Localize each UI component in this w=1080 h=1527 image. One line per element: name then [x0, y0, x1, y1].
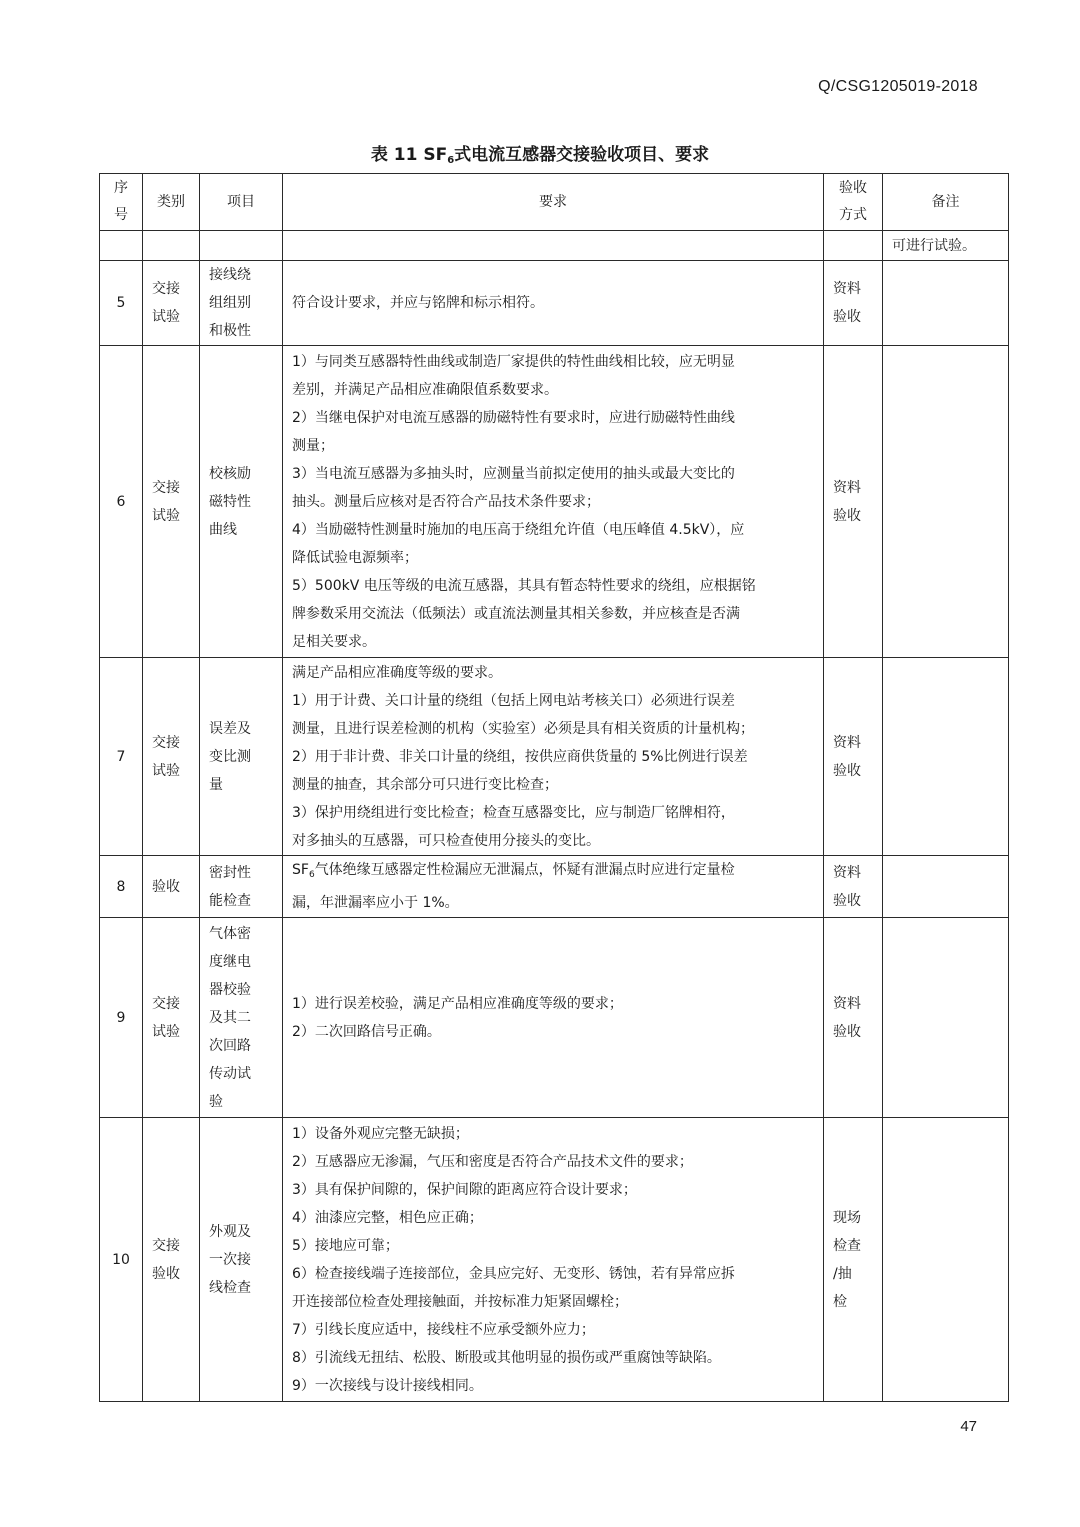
table-row	[100, 1118, 1009, 1402]
row-category: 交接 验收	[143, 1118, 200, 1402]
row-item: 误差及 变比测 量	[200, 658, 283, 856]
row-category: 交接 试验	[143, 658, 200, 856]
table-title	[0, 140, 1080, 166]
page-number: 47	[960, 1418, 977, 1435]
row-item: 校核励 磁特性 曲线	[200, 346, 283, 658]
table-row	[100, 261, 1009, 346]
requirement-line: 5）接地应可靠；	[292, 1237, 399, 1254]
row-note	[883, 918, 1009, 1118]
row-requirement	[283, 1118, 824, 1402]
row-category	[143, 231, 200, 261]
requirement-sf6-prefix: SF	[292, 862, 309, 878]
header-method: 验收 方式	[824, 174, 883, 231]
requirement-line: 8）引流线无扭结、松股、断股或其他明显的损伤或严重腐蚀等缺陷。	[292, 1349, 721, 1366]
row-item: 外观及 一次接 线检查	[200, 1118, 283, 1402]
requirement-line: 5）500kV 电压等级的电流互感器，其具有暂态特性要求的绕组，应根据铭	[292, 577, 756, 594]
row-method: 资料 验收	[824, 856, 883, 918]
requirement-line: 降低试验电源频率；	[292, 549, 418, 566]
requirement-line: 测量；	[292, 437, 334, 454]
requirement-line: 满足产品相应准确度等级的要求。	[292, 664, 502, 681]
row-note	[883, 261, 1009, 346]
requirement-line: 2）互感器应无渗漏，气压和密度是否符合产品技术文件的要求；	[292, 1153, 693, 1170]
requirement-line: 3）当电流互感器为多抽头时，应测量当前拟定使用的抽头或最大变比的	[292, 465, 735, 482]
requirement-line: 1）进行误差校验，满足产品相应准确度等级的要求；	[292, 995, 623, 1012]
row-method: 资料 验收	[824, 261, 883, 346]
requirement-line: 开连接部位检查处理接触面，并按标准力矩紧固螺栓；	[292, 1293, 628, 1310]
row-requirement	[283, 918, 824, 1118]
row-note	[883, 1118, 1009, 1402]
row-number: 9	[100, 918, 143, 1118]
row-requirement	[283, 658, 824, 856]
requirement-sf6-subscript: 6	[308, 870, 315, 880]
requirement-line: 2）用于非计费、非关口计量的绕组，按供应商供货量的 5%比例进行误差	[292, 748, 748, 765]
header-item: 项目	[200, 174, 283, 231]
table-row	[100, 346, 1009, 658]
table-row	[100, 231, 1009, 261]
row-note	[883, 346, 1009, 658]
row-requirement	[283, 231, 824, 261]
row-number: 5	[100, 261, 143, 346]
table-row	[100, 658, 1009, 856]
table-title-subscript: 6	[447, 155, 455, 166]
requirement-line: 符合设计要求，并应与铭牌和标示相符。	[292, 295, 544, 311]
table-title-suffix: 式电流互感器交接验收项目、要求	[454, 145, 710, 165]
row-requirement	[283, 261, 824, 346]
requirement-line: 6）检查接线端子连接部位，金具应完好、无变形、锈蚀，若有异常应拆	[292, 1265, 735, 1282]
requirement-line: 漏，年泄漏率应小于 1%。	[292, 895, 459, 911]
row-number	[100, 231, 143, 261]
row-method: 现场 检查 /抽 检	[824, 1118, 883, 1402]
acceptance-table	[99, 173, 1009, 1402]
row-item: 接线绕 组组别 和极性	[200, 261, 283, 346]
header-note: 备注	[883, 174, 1009, 231]
requirement-line: 测量，且进行误差检测的机构（实验室）必须是具有相关资质的计量机构；	[292, 720, 754, 737]
row-note	[883, 658, 1009, 856]
requirement-line: 足相关要求。	[292, 633, 376, 650]
row-requirement	[283, 346, 824, 658]
requirement-line: 1）用于计费、关口计量的绕组（包括上网电站考核关口）必须进行误差	[292, 692, 735, 709]
document-code: Q/CSG1205019-2018	[818, 78, 978, 95]
row-category: 交接 试验	[143, 261, 200, 346]
requirement-line: 差别，并满足产品相应准确限值系数要求。	[292, 381, 558, 398]
row-method: 资料 验收	[824, 658, 883, 856]
requirement-line: 7）引线长度应适中，接线柱不应承受额外应力；	[292, 1321, 595, 1338]
requirement-line: 对多抽头的互感器，可只检查使用分接头的变比。	[292, 832, 600, 849]
row-item: 密封性 能检查	[200, 856, 283, 918]
requirement-line: 3）保护用绕组进行变比检查；检查互感器变比，应与制造厂铭牌相符，	[292, 804, 735, 821]
row-category: 交接 试验	[143, 346, 200, 658]
requirement-line: 1）设备外观应完整无缺损；	[292, 1125, 469, 1142]
header-no: 序 号	[100, 174, 143, 231]
row-note: 可进行试验。	[883, 231, 1009, 261]
requirement-line: 牌参数采用交流法（低频法）或直流法测量其相关参数，并应核查是否满	[292, 605, 740, 622]
row-category: 验收	[143, 856, 200, 918]
requirement-line: 4）油漆应完整，相色应正确；	[292, 1209, 483, 1226]
row-item: 气体密 度继电 器校验 及其二 次回路 传动试 验	[200, 918, 283, 1118]
requirement-line: 抽头。测量后应核对是否符合产品技术条件要求；	[292, 493, 600, 510]
row-method: 资料 验收	[824, 346, 883, 658]
requirement-line	[292, 856, 814, 889]
row-number: 10	[100, 1118, 143, 1402]
table-row	[100, 918, 1009, 1118]
header-category: 类别	[143, 174, 200, 231]
row-number: 6	[100, 346, 143, 658]
row-method: 资料 验收	[824, 918, 883, 1118]
row-note	[883, 856, 1009, 918]
requirement-line: 测量的抽查，其余部分可只进行变比检查；	[292, 776, 558, 793]
row-number: 8	[100, 856, 143, 918]
row-category: 交接 试验	[143, 918, 200, 1118]
table-row	[100, 856, 1009, 918]
requirement-line: 2）当继电保护对电流互感器的励磁特性有要求时，应进行励磁特性曲线	[292, 409, 735, 426]
requirement-line: 9）一次接线与设计接线相同。	[292, 1377, 483, 1394]
row-method	[824, 231, 883, 261]
table-title-prefix: 表 11 SF	[370, 145, 448, 165]
requirement-line: 2）二次回路信号正确。	[292, 1023, 441, 1040]
requirement-sf6-text: 气体绝缘互感器定性检漏应无泄漏点，怀疑有泄漏点时应进行定量检	[314, 862, 735, 878]
row-requirement	[283, 856, 824, 918]
requirement-line: 3）具有保护间隙的，保护间隙的距离应符合设计要求；	[292, 1181, 637, 1198]
table-header-row	[100, 174, 1009, 231]
header-requirement: 要求	[283, 174, 824, 231]
row-item	[200, 231, 283, 261]
row-number: 7	[100, 658, 143, 856]
requirement-line: 1）与同类互感器特性曲线或制造厂家提供的特性曲线相比较，应无明显	[292, 353, 735, 370]
requirement-line: 4）当励磁特性测量时施加的电压高于绕组允许值（电压峰值 4.5kV），应	[292, 521, 745, 538]
